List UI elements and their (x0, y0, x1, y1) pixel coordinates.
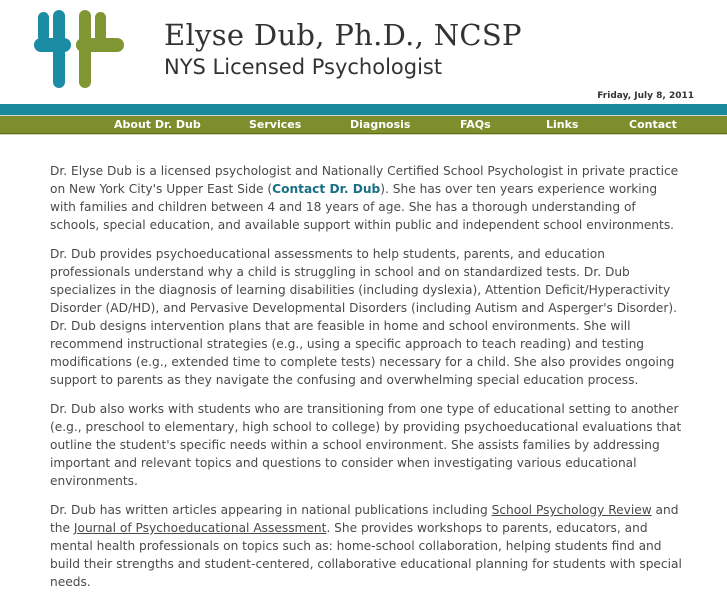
site-subtitle: NYS Licensed Psychologist (164, 55, 443, 79)
nav-divider (0, 134, 727, 135)
nav-item-diagnosis[interactable]: Diagnosis (350, 118, 411, 131)
site-header (0, 0, 727, 104)
nav-item-links[interactable]: Links (546, 118, 579, 131)
teal-band (0, 104, 727, 115)
logo-icon[interactable] (32, 8, 126, 90)
nav-item-about[interactable]: About Dr. Dub (114, 118, 201, 131)
journal-psychoeducational-assessment-link[interactable]: Journal of Psychoeducational Assessment (73, 521, 327, 535)
site-name: Elyse Dub, Ph.D., NCSP (164, 18, 522, 52)
school-psychology-review-link[interactable]: School Psychology Review (491, 503, 652, 517)
publications-paragraph: Dr. Dub has written articles appearing in national publications including School Psychology Review and the Journal of Psychoeducational Assessment. She provides workshops to parents, educators, and mental health professionals on topics such as: home-school collaboration, helping students find and build their strengths and student-centered, collaborative educational planning for students with special needs. (50, 503, 682, 589)
contact-dr-dub-link[interactable]: Contact Dr. Dub (272, 182, 381, 196)
nav-item-faqs[interactable]: FAQs (460, 118, 491, 131)
intro-paragraph: Dr. Elyse Dub is a licensed psychologist and Nationally Certified School Psychologist in private practice on New York City's Upper East Side (Contact Dr. Dub). She has over ten years experience working with families and children between 4 and 18 years of age. She has a thorough understanding of schools, special education, and available support within public and independent school environments. (50, 164, 679, 232)
assessment-paragraph: Dr. Dub provides psychoeducational assessments to help students, parents, and education professionals understand why a child is struggling in school and on standardized tests. Dr. Dub specializes in the diagnosis of learning disabilities (including dyslexia), Attention Deficit/Hyperactivity Disorder (AD/HD), and Pervasive Developmental Disorders (including Autism and Asperger's Disorder). Dr. Dub designs intervention plans that are feasible in home and school environments. She will recommend instructional strategies (e.g., using a specific approach to teach reading) and testing modifications (e.g., extended time to complete tests) necessary for a child. She also provides ongoing support to parents as they navigate the confusing and overwhelming special education process. (50, 247, 678, 387)
main-content (50, 162, 685, 602)
nav-item-services[interactable]: Services (249, 118, 302, 131)
current-date: Friday, July 8, 2011 (597, 91, 694, 101)
transition-paragraph: Dr. Dub also works with students who are transitioning from one type of educational setting to another (e.g., preschool to elementary, high school to college) by providing psychoeducational evaluations that outline the student's specific needs within a school environment. She assists families by addressing important and relevant topics and questions to consider when investigating various educational environments. (50, 402, 682, 488)
main-nav (0, 116, 727, 134)
nav-item-contact[interactable]: Contact (629, 118, 677, 131)
